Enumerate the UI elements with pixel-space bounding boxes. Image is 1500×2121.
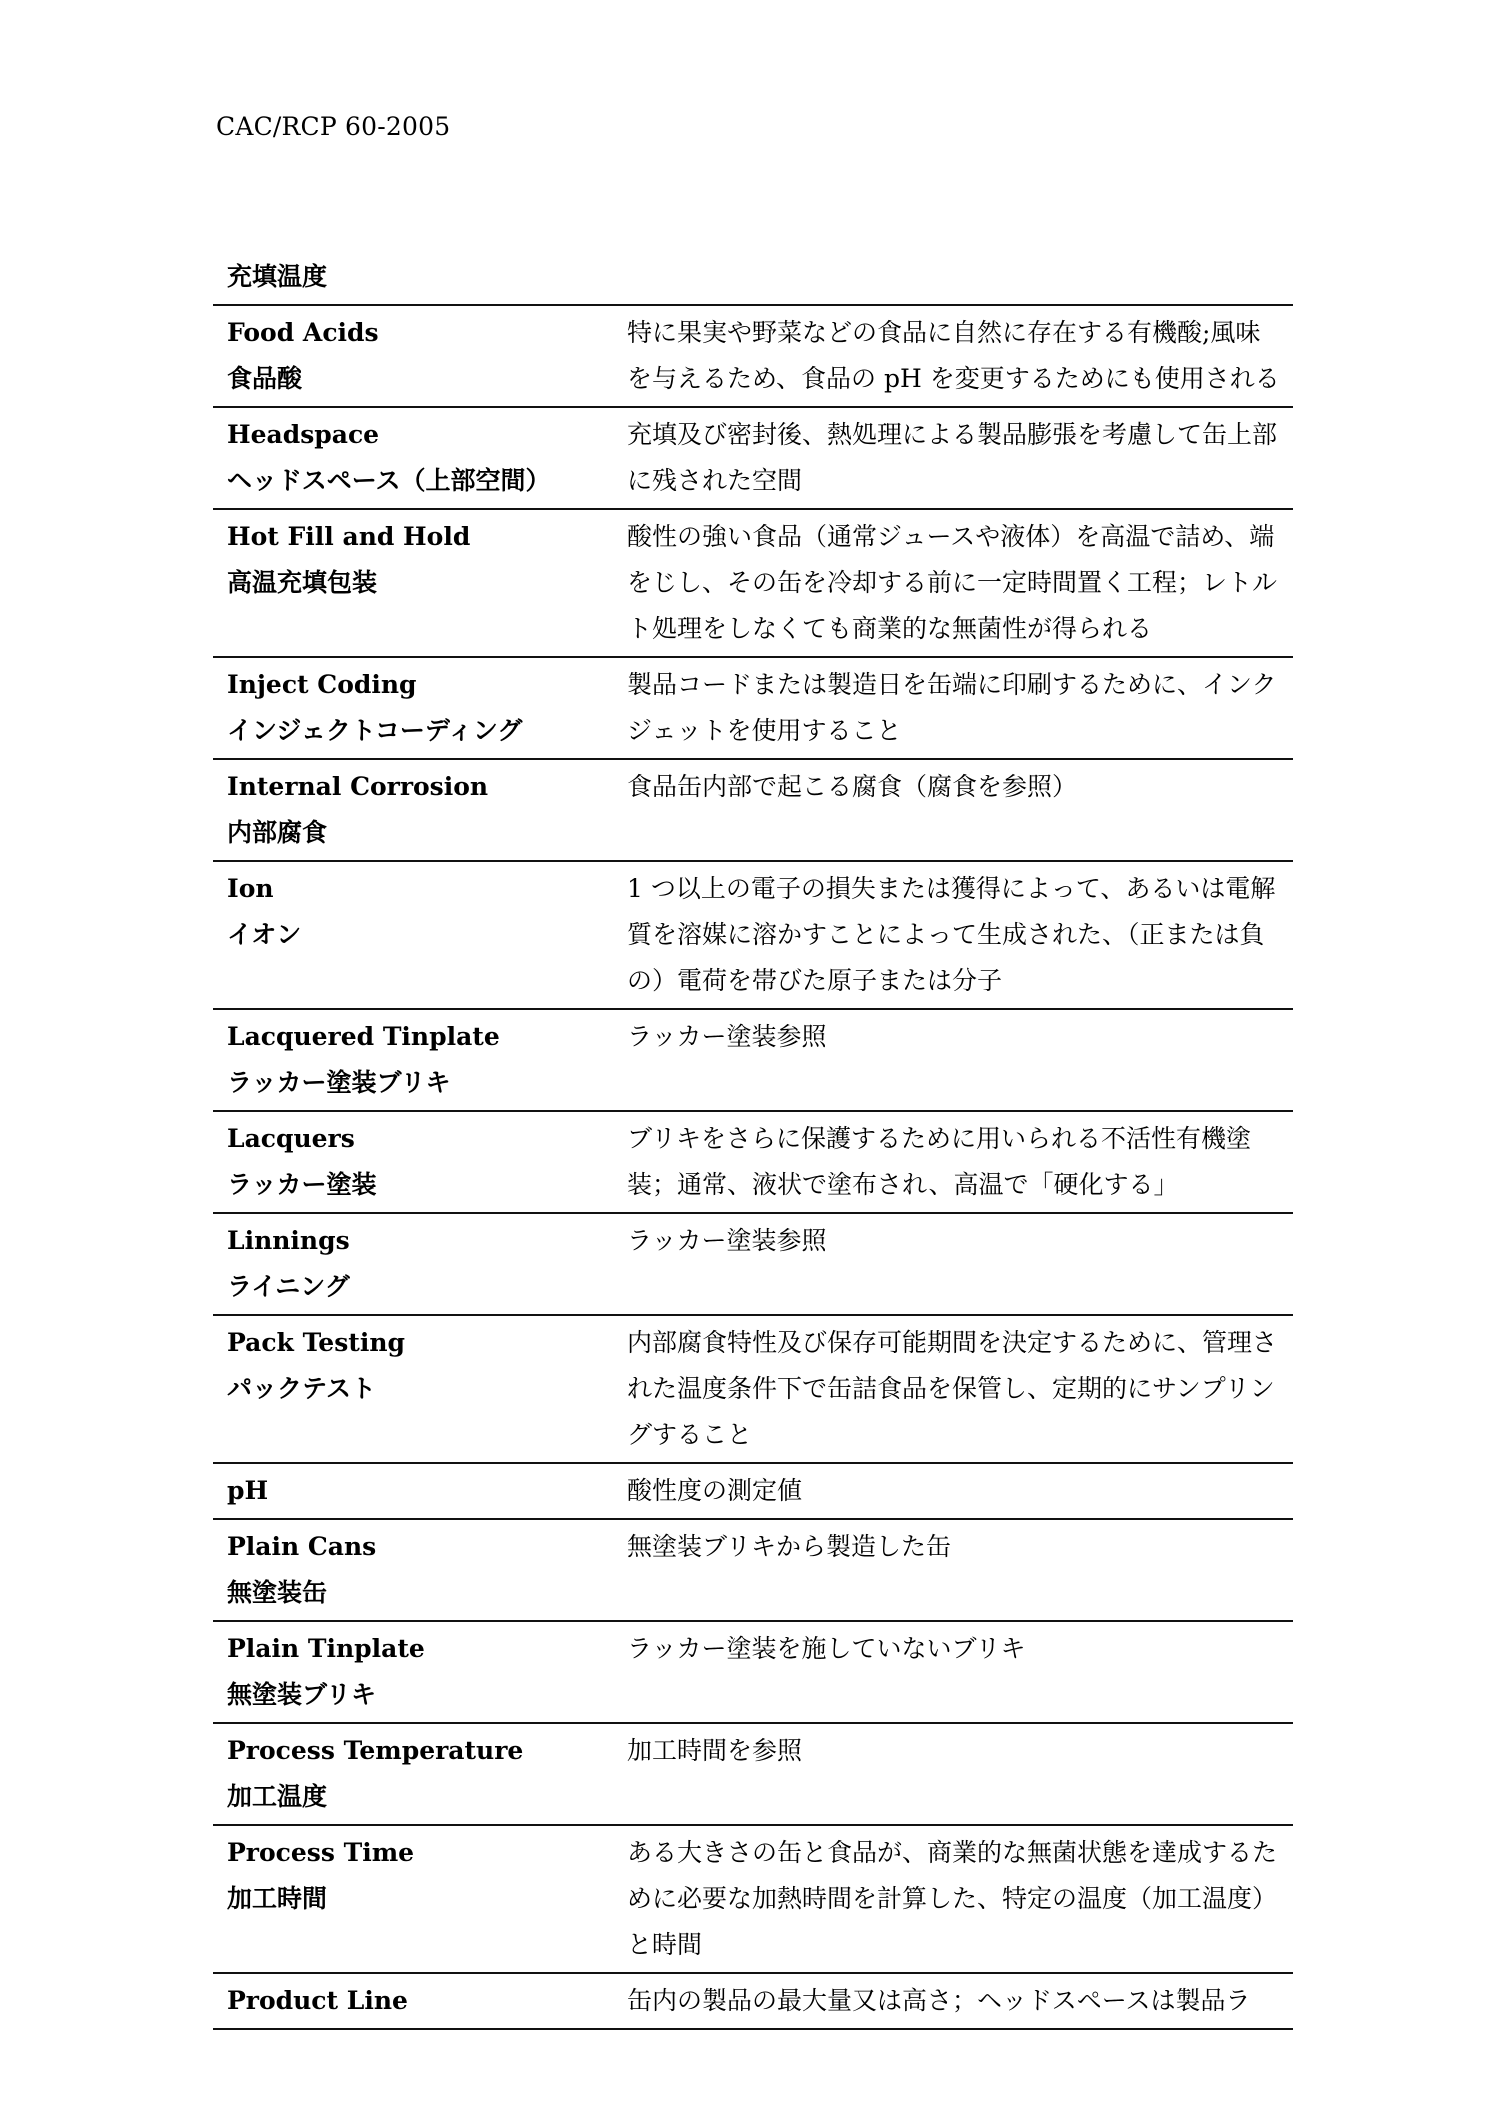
term-english: Internal Corrosion <box>227 772 489 801</box>
term-japanese: 高温充填包装 <box>227 568 378 597</box>
glossary-row <box>213 1519 1293 1621</box>
glossary-row <box>213 861 1293 1009</box>
term-cell <box>213 759 611 861</box>
definition-cell: ラッカー塗装参照 <box>611 1213 1293 1315</box>
term-cell <box>213 1621 611 1723</box>
glossary-row <box>213 1973 1293 2029</box>
definition-cell: 加工時間を参照 <box>611 1723 1293 1825</box>
term-japanese: 食品酸 <box>227 364 303 393</box>
term-japanese: 加工時間 <box>227 1884 328 1913</box>
definition-cell: 無塗装ブリキから製造した缶 <box>611 1519 1293 1621</box>
term-english: Hot Fill and Hold <box>227 522 471 551</box>
term-cell <box>213 1315 611 1463</box>
term-english: Ion <box>227 874 274 903</box>
term-cell <box>213 509 611 657</box>
term-japanese: 無塗装缶 <box>227 1578 328 1607</box>
definition-cell: 酸性の強い食品（通常ジュースや液体）を高温で詰め、端をじし、その缶を冷却する前に一定時間置く工程；レトルト処理をしなくても商業的な無菌性が得られる <box>611 509 1293 657</box>
term-japanese: 無塗装ブリキ <box>227 1680 377 1709</box>
term-cell <box>213 861 611 1009</box>
definition-cell: 充填及び密封後、熱処理による製品膨張を考慮して缶上部に残された空間 <box>611 407 1293 509</box>
definition-cell: 製品コードまたは製造日を缶端に印刷するために、インクジェットを使用すること <box>611 657 1293 759</box>
term-english: Process Temperature <box>227 1736 524 1765</box>
term-english: Inject Coding <box>227 670 417 699</box>
definition-cell: 缶内の製品の最大量又は高さ；ヘッドスペースは製品ラ <box>611 1973 1293 2029</box>
glossary-row <box>213 1213 1293 1315</box>
glossary-row <box>213 509 1293 657</box>
term-cell <box>213 305 611 407</box>
term-cell <box>213 1213 611 1315</box>
document-code: CAC/RCP 60-2005 <box>216 112 451 141</box>
term-japanese: 内部腐食 <box>227 818 328 847</box>
definition-cell: 食品缶内部で起こる腐食（腐食を参照） <box>611 759 1293 861</box>
term-english: Pack Testing <box>227 1328 405 1357</box>
term-japanese: 加工温度 <box>227 1782 328 1811</box>
definition-cell: 内部腐食特性及び保存可能期間を決定するために、管理された温度条件下で缶詰食品を保管し、定期的にサンプリングすること <box>611 1315 1293 1463</box>
term-japanese: パックテスト <box>227 1374 377 1403</box>
glossary-body <box>213 250 1293 2029</box>
term-english: Lacquered Tinplate <box>227 1022 500 1051</box>
term-cell <box>213 1723 611 1825</box>
term-cell <box>213 407 611 509</box>
glossary-table <box>213 250 1293 2030</box>
term-english: pH <box>227 1476 269 1505</box>
term-japanese: 充填温度 <box>227 262 328 291</box>
term-english: Lacquers <box>227 1124 355 1153</box>
glossary-row <box>213 305 1293 407</box>
glossary-row <box>213 407 1293 509</box>
term-english: Headspace <box>227 420 380 449</box>
term-cell <box>213 1463 611 1519</box>
term-japanese: ライニング <box>227 1272 350 1301</box>
glossary-row <box>213 1009 1293 1111</box>
definition-cell: 1 つ以上の電子の損失または獲得によって、あるいは電解質を溶媒に溶かすことによって生成された、（正または負の）電荷を帯びた原子または分子 <box>611 861 1293 1009</box>
glossary-row <box>213 1621 1293 1723</box>
glossary-row <box>213 1723 1293 1825</box>
definition-cell: ラッカー塗装を施していないブリキ <box>611 1621 1293 1723</box>
term-japanese: イオン <box>227 920 302 949</box>
term-cell <box>213 657 611 759</box>
definition-cell: ブリキをさらに保護するために用いられる不活性有機塗装；通常、液状で塗布され、高温で「硬化する」 <box>611 1111 1293 1213</box>
term-japanese: インジェクトコーディング <box>227 716 523 745</box>
term-cell <box>213 250 611 305</box>
glossary-row <box>213 657 1293 759</box>
glossary-row <box>213 250 1293 305</box>
term-english: Process Time <box>227 1838 415 1867</box>
term-japanese: ヘッドスペース（上部空間） <box>227 466 551 495</box>
definition-cell: 酸性度の測定値 <box>611 1463 1293 1519</box>
glossary-row <box>213 759 1293 861</box>
term-english: Linnings <box>227 1226 350 1255</box>
term-cell <box>213 1973 611 2029</box>
term-english: Plain Cans <box>227 1532 377 1561</box>
glossary-row <box>213 1315 1293 1463</box>
term-cell <box>213 1009 611 1111</box>
glossary-row <box>213 1111 1293 1213</box>
term-english: Food Acids <box>227 318 379 347</box>
definition-cell: ラッカー塗装参照 <box>611 1009 1293 1111</box>
term-cell <box>213 1825 611 1973</box>
term-cell <box>213 1111 611 1213</box>
definition-cell: ある大きさの缶と食品が、商業的な無菌状態を達成するために必要な加熱時間を計算した、特定の温度（加工温度）と時間 <box>611 1825 1293 1973</box>
definition-cell <box>611 250 1293 305</box>
term-cell <box>213 1519 611 1621</box>
definition-cell: 特に果実や野菜などの食品に自然に存在する有機酸;風味を与えるため、食品の pH を変更するためにも使用される <box>611 305 1293 407</box>
term-japanese: ラッカー塗装ブリキ <box>227 1068 451 1097</box>
glossary-row <box>213 1463 1293 1519</box>
term-english: Product Line <box>227 1986 408 2015</box>
glossary-row <box>213 1825 1293 1973</box>
term-english: Plain Tinplate <box>227 1634 425 1663</box>
term-japanese: ラッカー塗装 <box>227 1170 377 1199</box>
